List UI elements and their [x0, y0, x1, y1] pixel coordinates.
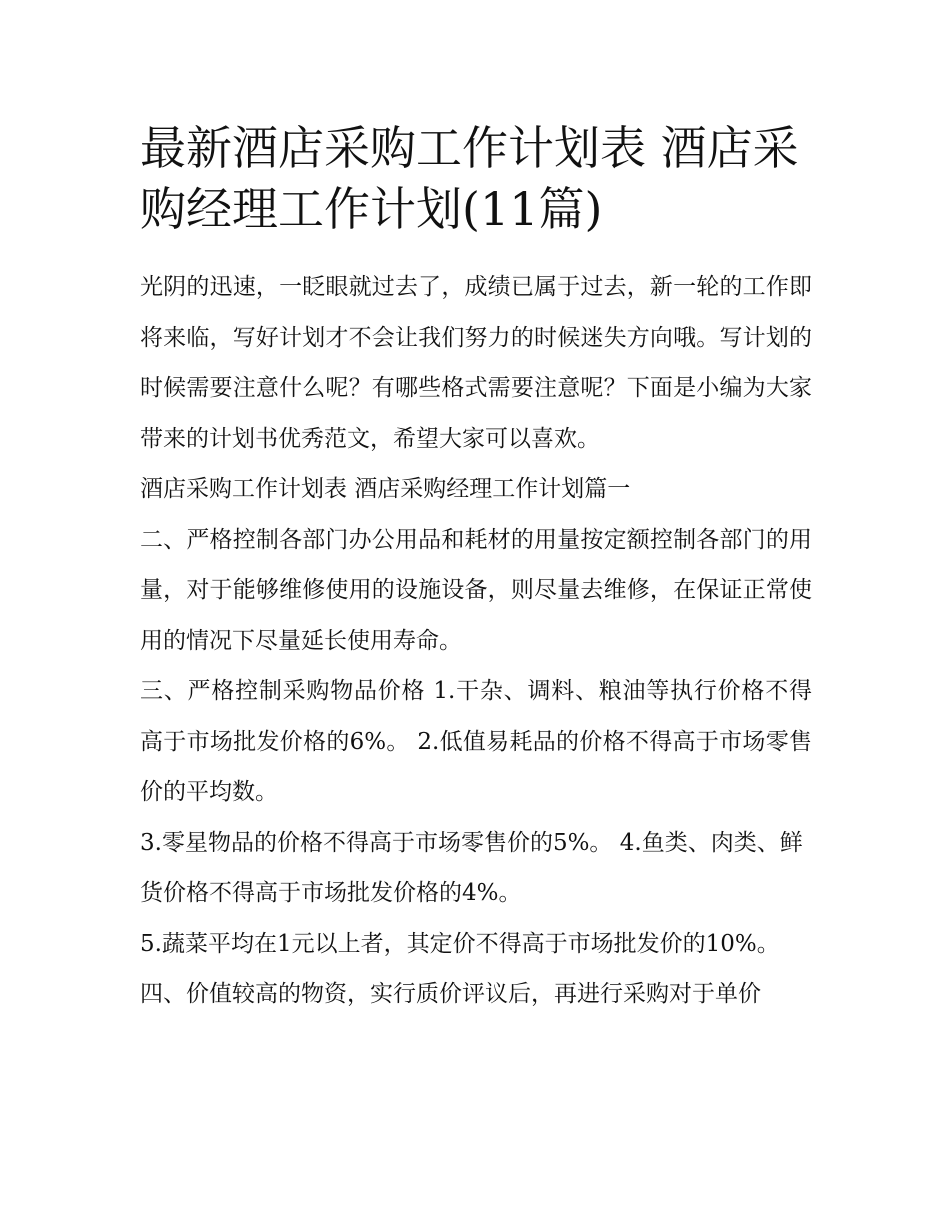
- body-paragraph: 二、严格控制各部门办公用品和耗材的用量按定额控制各部门的用量，对于能够维修使用的设施设备，则尽量去维修，在保证正常使用的情况下尽量延长使用寿命。: [140, 526, 812, 654]
- document-title: 最新酒店采购工作计划表 酒店采购经理工作计划(11篇): [140, 121, 799, 236]
- body-paragraph: 3.零星物品的价格不得高于市场零售价的5%。 4.鱼类、肉类、鲜货价格不得高于市场批发价格的4%。: [140, 829, 803, 906]
- body-paragraph: 三、严格控制采购物品价格 1.干杂、调料、粮油等执行价格不得高于市场批发价格的6%。 2.低值易耗品的价格不得高于市场零售价的平均数。: [140, 678, 812, 805]
- section-heading: 酒店采购工作计划表 酒店采购经理工作计划篇一: [140, 476, 631, 502]
- intro-paragraph: 光阴的迅速，一眨眼就过去了，成绩已属于过去，新一轮的工作即将来临，写好计划才不会让我们努力的时候迷失方向哦。写计划的时候需要注意什么呢？有哪些格式需要注意呢？下面是小编为大家带来的计划书优秀范文，希望大家可以喜欢。: [140, 274, 812, 452]
- document-page: [140, 118, 812, 1020]
- body-paragraph: 5.蔬菜平均在1元以上者，其定价不得高于市场批发价的10%。: [140, 930, 780, 957]
- body-paragraph: 四、价值较高的物资，实行质价评议后，再进行采购对于单价: [140, 981, 761, 1007]
